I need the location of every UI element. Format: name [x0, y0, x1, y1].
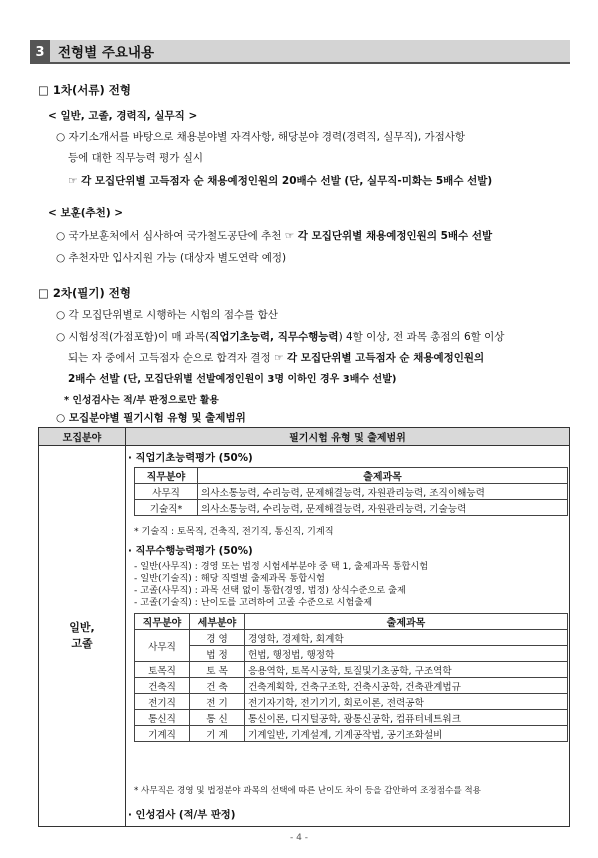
basic-head-field: 직무분야 — [135, 468, 198, 484]
header-category: 모집분야 — [39, 428, 126, 446]
stage1-bullet2a-text: ○ 국가보훈처에서 심사하여 국가철도공단에 추천 — [56, 230, 285, 242]
table-row — [135, 484, 568, 500]
stage1-bullet2b: ○ 추천자만 입사지원 가능 (대상자 별도연락 예정) — [56, 252, 287, 264]
category-line1: 일반, — [69, 621, 95, 634]
stage2-bullet2-line2-b: ☞ 각 모집단위별 고득점자 순 채용예정인원의 — [273, 352, 485, 364]
job-row-subfield: 기 계 — [190, 726, 245, 742]
job-row-subfield: 전 기 — [190, 694, 245, 710]
stage1-bullet2a — [56, 229, 492, 243]
job-title: · 직무수행능력평가 (50%) — [128, 545, 253, 557]
table-row — [135, 710, 568, 726]
stage2-bullet2-line2-a: 되는 자 중에서 고득점자 순으로 합격자 결정 — [68, 352, 274, 364]
stage2-bullet2-line3-a: 2배수 선발 — [68, 373, 120, 385]
personality-title: · 인성검사 (적/부 판정) — [128, 809, 236, 821]
job-note: * 사무직은 경영 및 법정분야 과목의 선택에 따른 난이도 차이 등을 감안하여 조정점수를 적용 — [134, 786, 481, 796]
exam-scope-content — [126, 446, 569, 826]
basic-title: · 직업기초능력평가 (50%) — [128, 452, 253, 464]
job-row-field: 건축직 — [135, 678, 190, 694]
job-row-subjects: 통신이론, 디지털공학, 광통신공학, 컴퓨터네트워크 — [245, 710, 568, 726]
table-row — [135, 630, 568, 646]
section-number: 3 — [30, 40, 50, 64]
job-row-subjects: 건축계획학, 건축구조학, 건축시공학, 건축관계법규 — [245, 678, 568, 694]
exam-scope-cell — [126, 446, 570, 827]
job-row-subfield: 건 축 — [190, 678, 245, 694]
table-row — [135, 678, 568, 694]
category-line2: 고졸 — [71, 637, 93, 650]
job-row-field: 사무직 — [135, 630, 190, 662]
stage1-bullet2a-bold: ☞ 각 모집단위별 채용예정인원의 5배수 선발 — [284, 230, 493, 242]
stage1-group2-title: < 보훈(추천) > — [48, 207, 124, 219]
category-cell — [39, 446, 126, 827]
job-line-4: - 고졸(기술직) : 난이도를 고려하여 고졸 수준으로 시험출제 — [134, 597, 373, 608]
exam-table — [38, 427, 570, 827]
stage1-arrow1: ☞ 각 모집단위별 고득점자 순 채용예정인원의 20배수 선발 (단, 실무직-미화는 5배수 선발) — [68, 175, 493, 187]
job-head-subfield: 세부분야 — [190, 614, 245, 630]
basic-row-subjects: 의사소통능력, 수리능력, 문제해결능력, 자원관리능력, 조직이해능력 — [198, 484, 568, 500]
stage2-bullet2-line1-c: ) 4할 이상, 전 과목 총점의 6할 이상 — [338, 331, 505, 343]
header-exam-scope: 필기시험 유형 및 출제범위 — [126, 428, 570, 446]
job-line-1: - 일반(사무직) : 경영 또는 법정 시험세부분야 중 택 1, 출제과목 통합시험 — [134, 561, 429, 572]
basic-subject-table — [134, 467, 568, 516]
job-head-subject: 출제과목 — [245, 614, 568, 630]
stage2-bullet3: ○ 모집분야별 필기시험 유형 및 출제범위 — [56, 412, 246, 424]
section-title-bar — [30, 40, 570, 64]
stage2-title: □ 2차(필기) 전형 — [38, 286, 131, 300]
job-row-field: 통신직 — [135, 710, 190, 726]
job-row-subjects: 전기자기학, 전기기기, 회로이론, 전력공학 — [245, 694, 568, 710]
table-row — [135, 694, 568, 710]
job-row-subfield: 경 영 — [190, 630, 245, 646]
stage2-bullet2-line1-b: 직업기초능력, 직무수행능력 — [209, 331, 339, 343]
section-title: 전형별 주요내용 — [50, 40, 570, 64]
job-row-subfield: 토 목 — [190, 662, 245, 678]
basic-row-field: 사무직 — [135, 484, 198, 500]
stage1-title: □ 1차(서류) 전형 — [38, 83, 131, 97]
job-row-field: 기계직 — [135, 726, 190, 742]
job-row-subjects: 경영학, 경제학, 회계학 — [245, 630, 568, 646]
job-row-subjects: 응용역학, 토목시공학, 토질및기초공학, 구조역학 — [245, 662, 568, 678]
basic-head-subject: 출제과목 — [198, 468, 568, 484]
basic-row-field: 기술직* — [135, 500, 198, 516]
stage2-bullet2-line2 — [68, 351, 484, 365]
stage2-bullet2-line3-b: (단, 모집단위별 선발예정인원이 3명 이하인 경우 3배수 선발) — [119, 374, 397, 385]
stage1-bullet1-line1: ○ 자기소개서를 바탕으로 채용분야별 자격사항, 해당분야 경력(경력직, 실무직), 가점사항 — [56, 131, 466, 143]
stage2-bullet2-line1 — [56, 330, 504, 344]
stage1-bullet1-line2: 등에 대한 직무능력 평가 실시 — [68, 152, 204, 164]
stage2-bullet2-line1-a: ○ 시험성적(가점포함)이 매 과목( — [56, 331, 210, 343]
page-number: - 4 - — [290, 833, 308, 843]
basic-note: * 기술직 : 토목직, 건축직, 전기직, 통신직, 기계직 — [134, 526, 334, 537]
job-row-subjects: 헌법, 행정법, 행정학 — [245, 646, 568, 662]
table-row — [135, 662, 568, 678]
job-row-subfield: 통 신 — [190, 710, 245, 726]
job-head-field: 직무분야 — [135, 614, 190, 630]
stage2-bullet1: ○ 각 모집단위별로 시행하는 시험의 점수를 합산 — [56, 309, 278, 321]
job-row-subfield: 법 정 — [190, 646, 245, 662]
job-line-3: - 고졸(사무직) : 과목 선택 없이 통합(경영, 법정) 상식수준으로 출제 — [134, 585, 406, 596]
table-row — [135, 646, 568, 662]
job-row-field: 전기직 — [135, 694, 190, 710]
basic-row-subjects: 의사소통능력, 수리능력, 문제해결능력, 자원관리능력, 기술능력 — [198, 500, 568, 516]
stage1-group1-title: < 일반, 고졸, 경력직, 실무직 > — [48, 110, 198, 122]
job-row-field: 토목직 — [135, 662, 190, 678]
stage2-bullet2-line3 — [68, 372, 396, 387]
job-row-subjects: 기계일반, 기계설계, 기계공작법, 공기조화설비 — [245, 726, 568, 742]
table-row — [135, 726, 568, 742]
table-row — [135, 500, 568, 516]
job-subject-table — [134, 613, 568, 742]
stage2-note: * 인성검사는 적/부 판정으로만 활용 — [64, 395, 219, 406]
job-line-2: - 일반(기술직) : 해당 직렬별 출제과목 통합시험 — [134, 573, 325, 584]
